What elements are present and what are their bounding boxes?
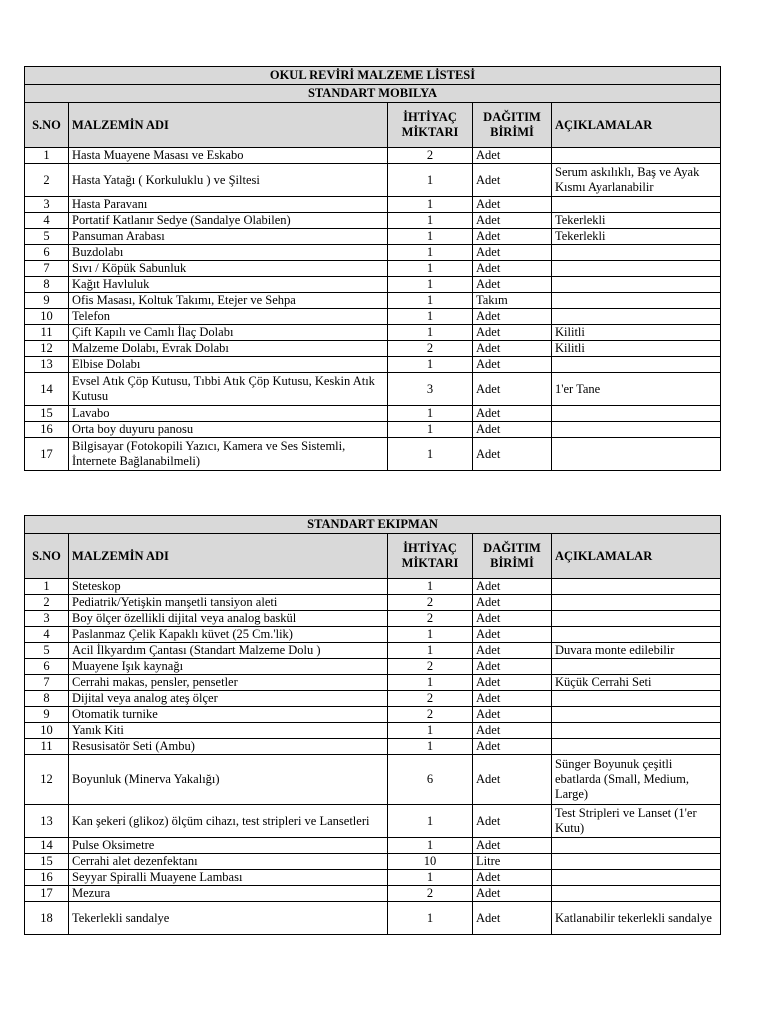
cell-notes bbox=[552, 245, 721, 261]
cell-unit: Adet bbox=[473, 870, 552, 886]
cell-unit: Adet bbox=[473, 357, 552, 373]
cell-notes bbox=[552, 277, 721, 293]
cell-item-name: Mezura bbox=[69, 886, 388, 902]
cell-no: 8 bbox=[25, 691, 69, 707]
cell-item-name: Acil İlkyardım Çantası (Standart Malzeme Dolu ) bbox=[69, 643, 388, 659]
cell-notes: Küçük Cerrahi Seti bbox=[552, 675, 721, 691]
cell-quantity: 1 bbox=[388, 805, 473, 838]
cell-notes: Sünger Boyunuk çeşitli ebatlarda (Small, Medium, Large) bbox=[552, 755, 721, 805]
cell-quantity: 1 bbox=[388, 325, 473, 341]
cell-no: 6 bbox=[25, 245, 69, 261]
cell-item-name: Steteskop bbox=[69, 579, 388, 595]
cell-no: 5 bbox=[25, 229, 69, 245]
col-header-no: S.NO bbox=[25, 103, 69, 148]
table-row bbox=[25, 707, 721, 723]
cell-quantity: 1 bbox=[388, 838, 473, 854]
cell-quantity: 1 bbox=[388, 438, 473, 471]
cell-unit: Adet bbox=[473, 422, 552, 438]
cell-item-name: Pansuman Arabası bbox=[69, 229, 388, 245]
cell-item-name: Muayene Işık kaynağı bbox=[69, 659, 388, 675]
cell-quantity: 1 bbox=[388, 627, 473, 643]
cell-notes: Tekerlekli bbox=[552, 213, 721, 229]
table-row bbox=[25, 579, 721, 595]
col-header-qty: İHTİYAÇ MİKTARI bbox=[388, 103, 473, 148]
cell-quantity: 2 bbox=[388, 341, 473, 357]
table-row bbox=[25, 643, 721, 659]
table-row bbox=[25, 261, 721, 277]
table-row bbox=[25, 341, 721, 357]
table-row bbox=[25, 293, 721, 309]
cell-no: 13 bbox=[25, 805, 69, 838]
cell-no: 14 bbox=[25, 838, 69, 854]
cell-item-name: Boyunluk (Minerva Yakalığı) bbox=[69, 755, 388, 805]
cell-quantity: 2 bbox=[388, 148, 473, 164]
document-title-row bbox=[25, 67, 721, 85]
cell-item-name: Bilgisayar (Fotokopili Yazıcı, Kamera ve Ses Sistemli, İnternete Bağlanabilmeli) bbox=[69, 438, 388, 471]
cell-notes bbox=[552, 595, 721, 611]
cell-quantity: 1 bbox=[388, 213, 473, 229]
cell-unit: Adet bbox=[473, 277, 552, 293]
cell-item-name: Dijital veya analog ateş ölçer bbox=[69, 691, 388, 707]
cell-quantity: 1 bbox=[388, 739, 473, 755]
cell-quantity: 1 bbox=[388, 723, 473, 739]
cell-item-name: Buzdolabı bbox=[69, 245, 388, 261]
cell-notes: Test Stripleri ve Lanset (1'er Kutu) bbox=[552, 805, 721, 838]
cell-notes bbox=[552, 838, 721, 854]
cell-quantity: 2 bbox=[388, 886, 473, 902]
cell-no: 11 bbox=[25, 739, 69, 755]
cell-item-name: Ofis Masası, Koltuk Takımı, Etejer ve Sehpa bbox=[69, 293, 388, 309]
cell-no: 4 bbox=[25, 627, 69, 643]
cell-unit: Adet bbox=[473, 406, 552, 422]
col-header-unit: DAĞITIM BİRİMİ bbox=[473, 103, 552, 148]
cell-item-name: Tekerlekli sandalye bbox=[69, 902, 388, 935]
cell-no: 12 bbox=[25, 341, 69, 357]
cell-item-name: Orta boy duyuru panosu bbox=[69, 422, 388, 438]
cell-quantity: 1 bbox=[388, 293, 473, 309]
cell-unit: Adet bbox=[473, 643, 552, 659]
cell-unit: Adet bbox=[473, 723, 552, 739]
cell-quantity: 1 bbox=[388, 870, 473, 886]
table-row bbox=[25, 148, 721, 164]
cell-unit: Takım bbox=[473, 293, 552, 309]
cell-no: 14 bbox=[25, 373, 69, 406]
cell-notes: Tekerlekli bbox=[552, 229, 721, 245]
cell-quantity: 1 bbox=[388, 357, 473, 373]
cell-item-name: Hasta Paravanı bbox=[69, 197, 388, 213]
cell-notes bbox=[552, 438, 721, 471]
cell-unit: Adet bbox=[473, 595, 552, 611]
cell-quantity: 1 bbox=[388, 197, 473, 213]
table-row bbox=[25, 595, 721, 611]
table-row bbox=[25, 229, 721, 245]
table-row bbox=[25, 659, 721, 675]
cell-notes bbox=[552, 627, 721, 643]
cell-item-name: Otomatik turnike bbox=[69, 707, 388, 723]
cell-item-name: Çift Kapılı ve Camlı İlaç Dolabı bbox=[69, 325, 388, 341]
cell-unit: Adet bbox=[473, 707, 552, 723]
cell-no: 12 bbox=[25, 755, 69, 805]
table-row bbox=[25, 902, 721, 935]
cell-notes bbox=[552, 309, 721, 325]
cell-unit: Adet bbox=[473, 213, 552, 229]
cell-quantity: 3 bbox=[388, 373, 473, 406]
table-row bbox=[25, 691, 721, 707]
cell-item-name: Portatif Katlanır Sedye (Sandalye Olabilen) bbox=[69, 213, 388, 229]
table-row bbox=[25, 611, 721, 627]
section-heading: STANDART MOBILYA bbox=[25, 85, 721, 103]
cell-quantity: 1 bbox=[388, 675, 473, 691]
cell-quantity: 1 bbox=[388, 164, 473, 197]
table-row bbox=[25, 406, 721, 422]
cell-no: 3 bbox=[25, 611, 69, 627]
table-row bbox=[25, 627, 721, 643]
cell-notes bbox=[552, 357, 721, 373]
cell-no: 16 bbox=[25, 870, 69, 886]
cell-item-name: Pediatrik/Yetişkin manşetli tansiyon aleti bbox=[69, 595, 388, 611]
cell-notes bbox=[552, 739, 721, 755]
cell-unit: Adet bbox=[473, 739, 552, 755]
table-row bbox=[25, 309, 721, 325]
cell-quantity: 1 bbox=[388, 406, 473, 422]
cell-notes bbox=[552, 691, 721, 707]
col-header-name: MALZEMİN ADI bbox=[69, 534, 388, 579]
cell-unit: Adet bbox=[473, 261, 552, 277]
cell-quantity: 1 bbox=[388, 309, 473, 325]
cell-no: 7 bbox=[25, 261, 69, 277]
table-row bbox=[25, 675, 721, 691]
cell-no: 8 bbox=[25, 277, 69, 293]
cell-no: 3 bbox=[25, 197, 69, 213]
table-row bbox=[25, 838, 721, 854]
cell-item-name: Hasta Muayene Masası ve Eskabo bbox=[69, 148, 388, 164]
cell-no: 1 bbox=[25, 579, 69, 595]
cell-unit: Adet bbox=[473, 325, 552, 341]
cell-unit: Adet bbox=[473, 755, 552, 805]
cell-unit: Adet bbox=[473, 627, 552, 643]
cell-unit: Adet bbox=[473, 309, 552, 325]
cell-notes bbox=[552, 579, 721, 595]
cell-no: 2 bbox=[25, 595, 69, 611]
cell-item-name: Evsel Atık Çöp Kutusu, Tıbbi Atık Çöp Kutusu, Keskin Atık Kutusu bbox=[69, 373, 388, 406]
cell-no: 10 bbox=[25, 723, 69, 739]
cell-quantity: 1 bbox=[388, 422, 473, 438]
cell-unit: Adet bbox=[473, 675, 552, 691]
cell-quantity: 1 bbox=[388, 902, 473, 935]
cell-notes bbox=[552, 293, 721, 309]
cell-quantity: 1 bbox=[388, 643, 473, 659]
table-row bbox=[25, 197, 721, 213]
col-header-notes: AÇIKLAMALAR bbox=[552, 103, 721, 148]
cell-item-name: Resusisatör Seti (Ambu) bbox=[69, 739, 388, 755]
cell-no: 7 bbox=[25, 675, 69, 691]
section-heading: STANDART EKIPMAN bbox=[25, 516, 721, 534]
cell-no: 17 bbox=[25, 886, 69, 902]
cell-item-name: Elbise Dolabı bbox=[69, 357, 388, 373]
table-row bbox=[25, 723, 721, 739]
cell-notes bbox=[552, 707, 721, 723]
cell-no: 9 bbox=[25, 293, 69, 309]
section-heading-row bbox=[25, 85, 721, 103]
cell-no: 17 bbox=[25, 438, 69, 471]
col-header-no: S.NO bbox=[25, 534, 69, 579]
cell-no: 6 bbox=[25, 659, 69, 675]
cell-unit: Adet bbox=[473, 611, 552, 627]
col-header-name: MALZEMİN ADI bbox=[69, 103, 388, 148]
cell-item-name: Seyyar Spiralli Muayene Lambası bbox=[69, 870, 388, 886]
cell-notes bbox=[552, 422, 721, 438]
col-header-notes: AÇIKLAMALAR bbox=[552, 534, 721, 579]
cell-quantity: 2 bbox=[388, 659, 473, 675]
cell-unit: Adet bbox=[473, 341, 552, 357]
cell-item-name: Lavabo bbox=[69, 406, 388, 422]
cell-item-name: Sıvı / Köpük Sabunluk bbox=[69, 261, 388, 277]
cell-unit: Adet bbox=[473, 838, 552, 854]
cell-unit: Adet bbox=[473, 197, 552, 213]
cell-no: 4 bbox=[25, 213, 69, 229]
cell-no: 9 bbox=[25, 707, 69, 723]
cell-item-name: Kan şekeri (glikoz) ölçüm cihazı, test stripleri ve Lansetleri bbox=[69, 805, 388, 838]
cell-item-name: Malzeme Dolabı, Evrak Dolabı bbox=[69, 341, 388, 357]
cell-item-name: Cerrahi makas, pensler, pensetler bbox=[69, 675, 388, 691]
table-row bbox=[25, 739, 721, 755]
cell-unit: Adet bbox=[473, 438, 552, 471]
cell-notes bbox=[552, 886, 721, 902]
cell-quantity: 1 bbox=[388, 229, 473, 245]
equipment-table bbox=[24, 515, 721, 935]
cell-quantity: 1 bbox=[388, 579, 473, 595]
cell-unit: Adet bbox=[473, 164, 552, 197]
cell-notes bbox=[552, 870, 721, 886]
table-row bbox=[25, 213, 721, 229]
table-row bbox=[25, 422, 721, 438]
table-row bbox=[25, 854, 721, 870]
section-heading-row bbox=[25, 516, 721, 534]
cell-quantity: 2 bbox=[388, 691, 473, 707]
cell-item-name: Telefon bbox=[69, 309, 388, 325]
document-title: OKUL REVİRİ MALZEME LİSTESİ bbox=[25, 67, 721, 85]
cell-quantity: 2 bbox=[388, 611, 473, 627]
cell-no: 18 bbox=[25, 902, 69, 935]
cell-no: 13 bbox=[25, 357, 69, 373]
cell-unit: Adet bbox=[473, 659, 552, 675]
cell-notes: Serum askılıklı, Baş ve Ayak Kısmı Ayarlanabilir bbox=[552, 164, 721, 197]
cell-no: 5 bbox=[25, 643, 69, 659]
table-row bbox=[25, 357, 721, 373]
cell-no: 16 bbox=[25, 422, 69, 438]
cell-item-name: Hasta Yatağı ( Korkuluklu ) ve Şiltesi bbox=[69, 164, 388, 197]
table-row bbox=[25, 373, 721, 406]
cell-notes bbox=[552, 659, 721, 675]
cell-notes bbox=[552, 261, 721, 277]
cell-notes: 1'er Tane bbox=[552, 373, 721, 406]
cell-notes bbox=[552, 854, 721, 870]
table-row bbox=[25, 325, 721, 341]
cell-quantity: 2 bbox=[388, 595, 473, 611]
cell-item-name: Boy ölçer özellikli dijital veya analog baskül bbox=[69, 611, 388, 627]
cell-unit: Adet bbox=[473, 373, 552, 406]
cell-item-name: Paslanmaz Çelik Kapaklı küvet (25 Cm.'lik) bbox=[69, 627, 388, 643]
cell-no: 15 bbox=[25, 854, 69, 870]
col-header-unit: DAĞITIM BİRİMİ bbox=[473, 534, 552, 579]
cell-notes: Duvara monte edilebilir bbox=[552, 643, 721, 659]
column-header-row bbox=[25, 534, 721, 579]
cell-no: 10 bbox=[25, 309, 69, 325]
cell-notes: Katlanabilir tekerlekli sandalye bbox=[552, 902, 721, 935]
cell-unit: Litre bbox=[473, 854, 552, 870]
cell-item-name: Kağıt Havluluk bbox=[69, 277, 388, 293]
cell-no: 1 bbox=[25, 148, 69, 164]
cell-unit: Adet bbox=[473, 245, 552, 261]
cell-quantity: 6 bbox=[388, 755, 473, 805]
table-row bbox=[25, 805, 721, 838]
cell-unit: Adet bbox=[473, 579, 552, 595]
furniture-table bbox=[24, 66, 721, 471]
cell-quantity: 1 bbox=[388, 261, 473, 277]
table-row bbox=[25, 870, 721, 886]
cell-notes bbox=[552, 148, 721, 164]
cell-unit: Adet bbox=[473, 691, 552, 707]
cell-no: 2 bbox=[25, 164, 69, 197]
cell-notes bbox=[552, 406, 721, 422]
cell-notes: Kilitli bbox=[552, 341, 721, 357]
cell-item-name: Yanık Kiti bbox=[69, 723, 388, 739]
cell-unit: Adet bbox=[473, 229, 552, 245]
col-header-qty: İHTİYAÇ MİKTARI bbox=[388, 534, 473, 579]
cell-no: 15 bbox=[25, 406, 69, 422]
table-row bbox=[25, 277, 721, 293]
cell-quantity: 2 bbox=[388, 707, 473, 723]
cell-notes bbox=[552, 723, 721, 739]
cell-unit: Adet bbox=[473, 148, 552, 164]
cell-notes bbox=[552, 611, 721, 627]
table-row bbox=[25, 886, 721, 902]
table-row bbox=[25, 438, 721, 471]
table-row bbox=[25, 164, 721, 197]
table-row bbox=[25, 245, 721, 261]
cell-unit: Adet bbox=[473, 902, 552, 935]
table-row bbox=[25, 755, 721, 805]
cell-quantity: 10 bbox=[388, 854, 473, 870]
cell-quantity: 1 bbox=[388, 245, 473, 261]
cell-notes: Kilitli bbox=[552, 325, 721, 341]
cell-unit: Adet bbox=[473, 805, 552, 838]
column-header-row bbox=[25, 103, 721, 148]
cell-quantity: 1 bbox=[388, 277, 473, 293]
cell-no: 11 bbox=[25, 325, 69, 341]
cell-item-name: Pulse Oksimetre bbox=[69, 838, 388, 854]
cell-item-name: Cerrahi alet dezenfektanı bbox=[69, 854, 388, 870]
cell-notes bbox=[552, 197, 721, 213]
cell-unit: Adet bbox=[473, 886, 552, 902]
